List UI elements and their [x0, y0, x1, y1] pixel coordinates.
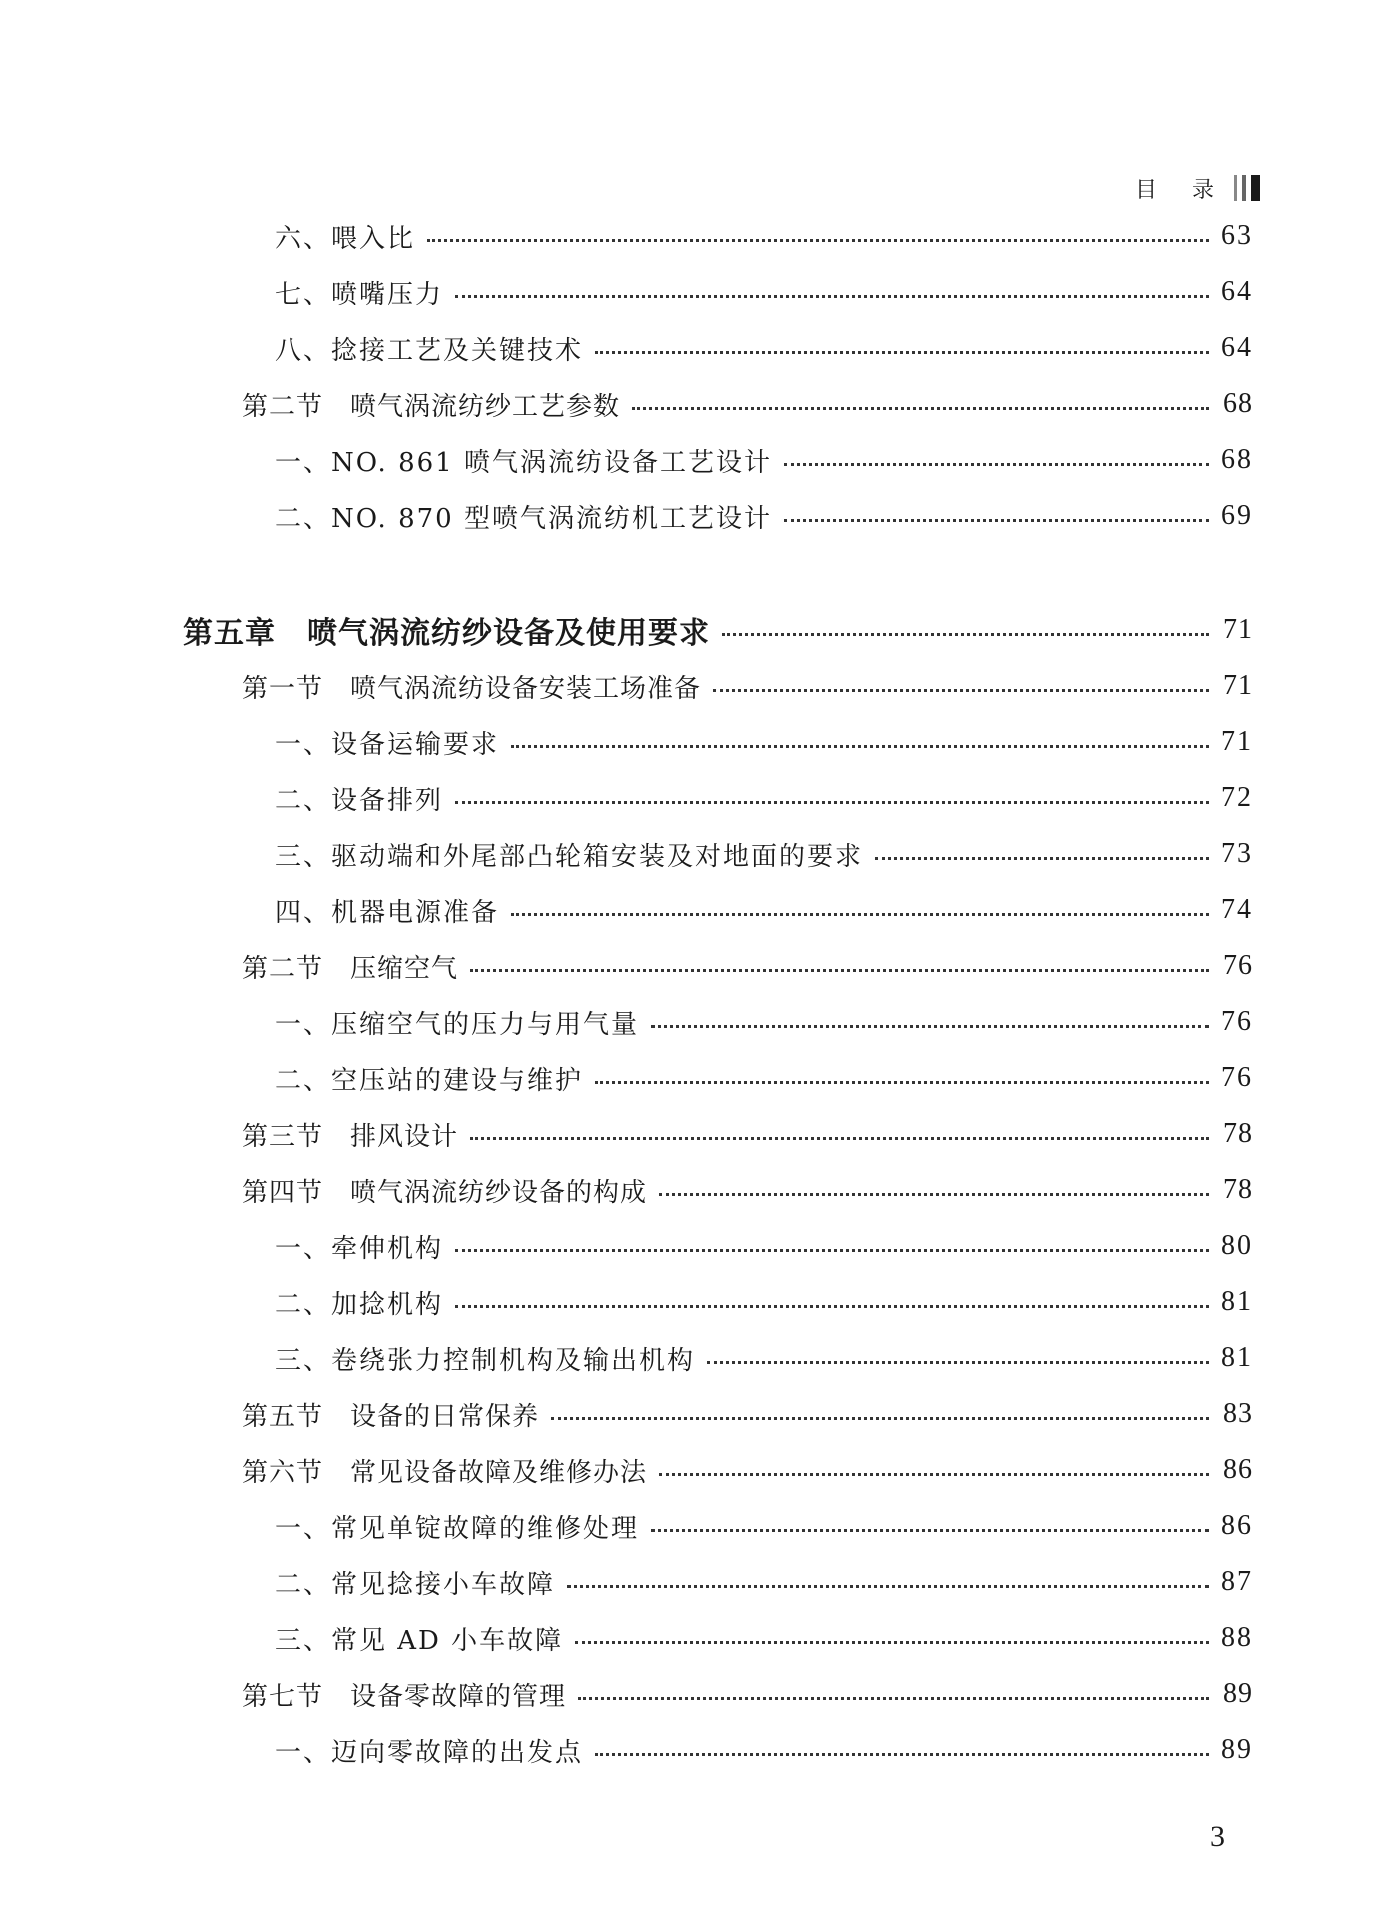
toc-entry-title: 第五章 喷气涡流纺纱设备及使用要求 — [183, 616, 710, 651]
dot-leader — [784, 519, 1209, 522]
toc-item-entry[interactable] — [275, 324, 1253, 372]
toc-item-entry[interactable] — [275, 212, 1253, 260]
toc-section-entry[interactable] — [242, 1670, 1253, 1718]
toc-entry-title: 一、迈向零故障的出发点 — [275, 1737, 584, 1768]
toc-entry-title: 二、常见捻接小车故障 — [275, 1569, 556, 1600]
toc-entry-title: 二、设备排列 — [275, 785, 444, 816]
toc-entry-page: 69 — [1221, 500, 1253, 531]
toc-item-entry[interactable] — [275, 774, 1253, 822]
toc-entry-title: 四、机器电源准备 — [275, 897, 500, 928]
toc-entry-page: 68 — [1223, 388, 1253, 419]
toc-entry-page: 86 — [1221, 1510, 1253, 1541]
dot-leader — [713, 689, 1209, 692]
dot-leader — [875, 857, 1209, 860]
dot-leader — [632, 407, 1209, 410]
toc-entry-page: 76 — [1221, 1062, 1253, 1093]
toc-entry-page: 64 — [1221, 276, 1253, 307]
toc-item-entry[interactable] — [275, 1502, 1253, 1550]
toc-entry-page: 89 — [1223, 1678, 1253, 1709]
toc-entry-title: 第五节 设备的日常保养 — [242, 1401, 540, 1432]
toc-entry-title: 七、喷嘴压力 — [275, 279, 444, 310]
toc-entry-title: 三、卷绕张力控制机构及输出机构 — [275, 1345, 696, 1376]
toc-entry-title: 第七节 设备零故障的管理 — [242, 1681, 567, 1712]
toc-item-entry[interactable] — [275, 886, 1253, 934]
toc-entry-title: 二、空压站的建设与维护 — [275, 1065, 584, 1096]
toc-entry-page: 73 — [1221, 838, 1253, 869]
toc-entry-page: 81 — [1221, 1342, 1253, 1373]
toc-entry-page: 64 — [1221, 332, 1253, 363]
dot-leader — [470, 1137, 1209, 1140]
toc-section-entry[interactable] — [242, 1110, 1253, 1158]
dot-leader — [551, 1417, 1209, 1420]
toc-section-entry[interactable] — [242, 380, 1253, 428]
dot-leader — [659, 1193, 1209, 1196]
toc-item-entry[interactable] — [275, 1726, 1253, 1774]
toc-item-entry[interactable] — [275, 1222, 1253, 1270]
toc-entry-title: 第一节 喷气涡流纺设备安装工场准备 — [242, 673, 702, 704]
toc-entry-page: 80 — [1221, 1230, 1253, 1261]
toc-entry-page: 71 — [1223, 670, 1253, 701]
dot-leader — [470, 969, 1209, 972]
dot-leader — [595, 351, 1209, 354]
toc-entry-title: 第二节 压缩空气 — [242, 953, 459, 984]
dot-leader — [575, 1641, 1209, 1644]
toc-section-entry[interactable] — [242, 1166, 1253, 1214]
toc-entry-page: 78 — [1223, 1118, 1253, 1149]
toc-entry-title: 三、驱动端和外尾部凸轮箱安装及对地面的要求 — [275, 841, 864, 872]
dot-leader — [455, 295, 1209, 298]
dot-leader — [455, 801, 1209, 804]
toc-section-entry[interactable] — [242, 942, 1253, 990]
toc-item-entry[interactable] — [275, 1614, 1253, 1662]
toc-entry-title: 一、压缩空气的压力与用气量 — [275, 1009, 640, 1040]
toc-entry-title: 三、常见 AD 小车故障 — [275, 1625, 564, 1656]
toc-entry-page: 68 — [1221, 444, 1253, 475]
toc-item-entry[interactable] — [275, 998, 1253, 1046]
toc-entry-page: 76 — [1223, 950, 1253, 981]
toc-item-entry[interactable] — [275, 830, 1253, 878]
dot-leader — [651, 1529, 1209, 1532]
dot-leader — [707, 1361, 1209, 1364]
toc-entry-title: 一、NO. 861 喷气涡流纺设备工艺设计 — [275, 447, 772, 478]
dot-leader — [659, 1473, 1209, 1476]
toc-item-entry[interactable] — [275, 718, 1253, 766]
toc-section-entry[interactable] — [242, 1446, 1253, 1494]
dot-leader — [511, 745, 1209, 748]
toc-item-entry[interactable] — [275, 1558, 1253, 1606]
toc-entry-title: 第四节 喷气涡流纺纱设备的构成 — [242, 1177, 648, 1208]
toc-entry-page: 71 — [1221, 726, 1253, 757]
toc-entry-page: 71 — [1223, 614, 1253, 645]
dot-leader — [511, 913, 1209, 916]
toc-entry-title: 一、设备运输要求 — [275, 729, 500, 760]
toc-item-entry[interactable] — [275, 1334, 1253, 1382]
dot-leader — [651, 1025, 1209, 1028]
header-label: 目 录 — [1135, 177, 1228, 203]
toc-item-entry[interactable] — [275, 1054, 1253, 1102]
toc-entry-page: 89 — [1221, 1734, 1253, 1765]
toc-entry-page: 76 — [1221, 1006, 1253, 1037]
toc-item-entry[interactable] — [275, 1278, 1253, 1326]
toc-entry-page: 78 — [1223, 1174, 1253, 1205]
toc-entry-title: 第六节 常见设备故障及维修办法 — [242, 1457, 648, 1488]
toc-entry-title: 二、NO. 870 型喷气涡流纺机工艺设计 — [275, 503, 772, 534]
page-number: 3 — [1210, 1820, 1225, 1853]
toc-entry-page: 86 — [1223, 1454, 1253, 1485]
toc-entry-title: 第三节 排风设计 — [242, 1121, 459, 1152]
toc-entry-page: 88 — [1221, 1622, 1253, 1653]
toc-entry-page: 83 — [1223, 1398, 1253, 1429]
toc-item-entry[interactable] — [275, 268, 1253, 316]
toc-chapter-entry[interactable] — [183, 606, 1253, 654]
toc-entry-title: 八、捻接工艺及关键技术 — [275, 335, 584, 366]
dot-leader — [784, 463, 1209, 466]
toc-entry-page: 74 — [1221, 894, 1253, 925]
toc-entry-title: 二、加捻机构 — [275, 1289, 444, 1320]
toc-entry-title: 一、牵伸机构 — [275, 1233, 444, 1264]
toc-entry-title: 一、常见单锭故障的维修处理 — [275, 1513, 640, 1544]
toc-section-entry[interactable] — [242, 662, 1253, 710]
toc-entry-title: 六、喂入比 — [275, 223, 416, 254]
toc-entry-page: 72 — [1221, 782, 1253, 813]
toc-entry-title: 第二节 喷气涡流纺纱工艺参数 — [242, 391, 621, 422]
dot-leader — [455, 1249, 1209, 1252]
dot-leader — [427, 239, 1209, 242]
dot-leader — [578, 1697, 1209, 1700]
toc-entry-page: 63 — [1221, 220, 1253, 251]
dot-leader — [455, 1305, 1209, 1308]
toc-item-entry[interactable] — [275, 492, 1253, 540]
dot-leader — [567, 1585, 1209, 1588]
dot-leader — [722, 633, 1209, 636]
dot-leader — [595, 1753, 1209, 1756]
toc-section-entry[interactable] — [242, 1390, 1253, 1438]
dot-leader — [595, 1081, 1209, 1084]
toc-item-entry[interactable] — [275, 436, 1253, 484]
toc-entry-page: 81 — [1221, 1286, 1253, 1317]
toc-entry-page: 87 — [1221, 1566, 1253, 1597]
